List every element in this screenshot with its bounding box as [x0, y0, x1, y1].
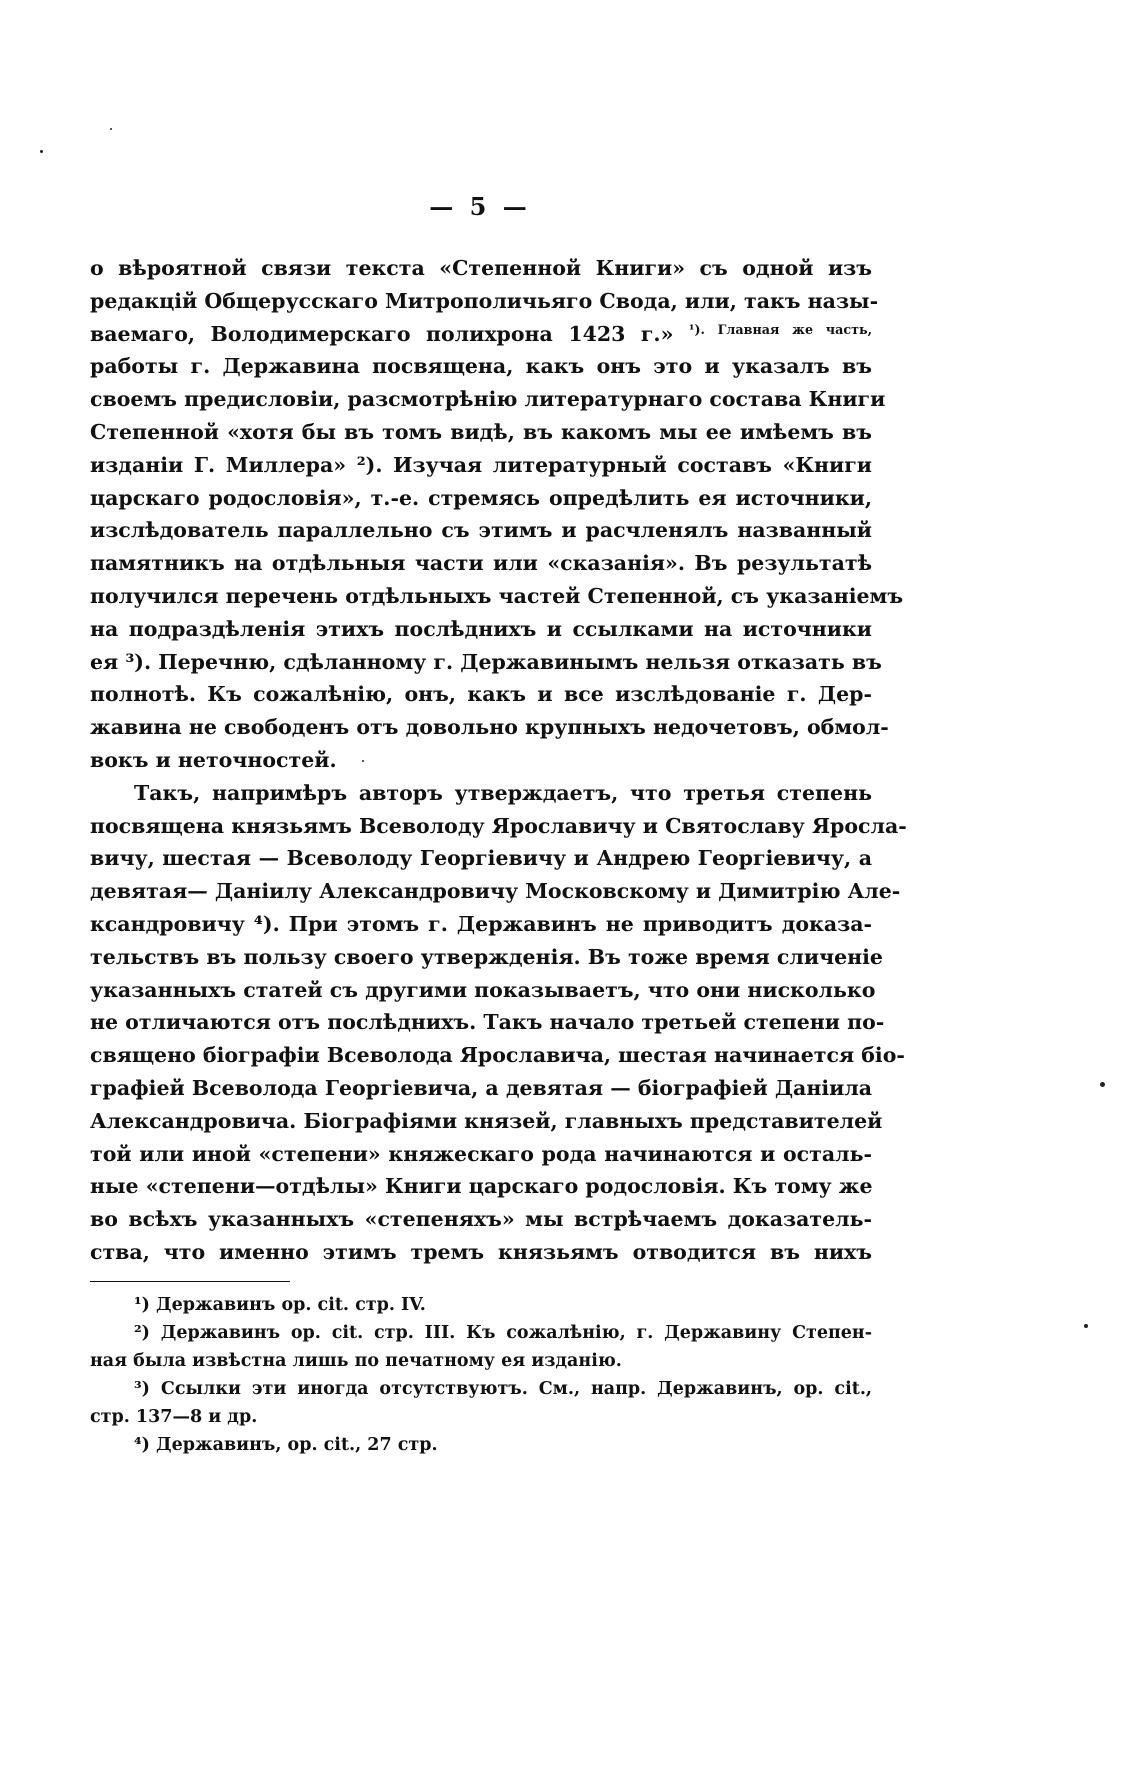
scan-speck [110, 128, 112, 130]
text-line: посвящена князьямъ Всеволоду Ярославичу и Святославу Яросла- [90, 813, 907, 838]
footnote-4 [90, 1431, 872, 1459]
text-line: той или иной «степени» княжескаго рода начинаются и осталь- [90, 1141, 872, 1166]
text-line [90, 449, 872, 482]
text-line: во всѣхъ указанныхъ «степеняхъ» мы встрѣчаемъ доказатель- [90, 1207, 872, 1232]
text-line: священо біографіи Всеволода Ярославича, шестая начинается біо- [90, 1043, 905, 1068]
text-line: ные «степени—отдѣлы» Книги царскаго родословія. Къ тому же [90, 1174, 873, 1199]
scan-speck [1084, 1324, 1088, 1328]
text-line: графіей Всеволода Георгіевича, а девятая — біографіей Даніила [90, 1075, 873, 1100]
text-segment: ея [90, 649, 119, 674]
footnote-line [90, 1319, 872, 1347]
footnote-line: стр. 137—8 и др. [90, 1407, 258, 1427]
text-segment: ксандровичу [90, 911, 245, 936]
footnote-text: Ссылки эти иногда отсутствуютъ. См., напр. Державинъ, ор. cit., [160, 1379, 873, 1399]
scan-speck [362, 760, 364, 762]
text-line [90, 318, 872, 351]
text-segment: изданіи Г. Миллера» [90, 452, 347, 477]
text-segment: ³). Перечню, сдѣланному г. Державинымъ нельзя отказать въ [125, 649, 882, 674]
footnote-1 [90, 1291, 872, 1319]
text-line: изслѣдователь параллельно съ этимъ и расчленялъ названный [90, 518, 872, 543]
footnote-marker: ²) [134, 1323, 150, 1343]
text-line: получился перечень отдѣльныхъ частей Степенной, съ указаніемъ [90, 583, 904, 608]
footnote-line [90, 1431, 872, 1459]
text-line: указанныхъ статей съ другими показываетъ, что они нисколько [90, 977, 876, 1002]
text-line: царскаго родословія», т.-е. стремясь опредѣлить ея источники, [90, 485, 872, 510]
footnote-marker: ³) [134, 1379, 150, 1399]
text-line: ства, что именно этимъ тремъ князьямъ отводится въ нихъ [90, 1239, 872, 1264]
footnote-divider [90, 1281, 290, 1282]
text-segment: ваемаго, Володимерскаго полихрона 1423 г.» [90, 321, 674, 346]
page-number: — 5 — [429, 192, 531, 221]
footnote-text: Державинъ, ор. cit., 27 стр. [156, 1435, 438, 1455]
footnote-marker: ¹) [134, 1295, 150, 1315]
footnote-line [90, 1291, 872, 1319]
footnote-line: ная была извѣстна лишь по печатному ея изданію. [90, 1351, 622, 1371]
text-line: о вѣроятной связи текста «Степенной Книги» съ одной изъ [90, 256, 872, 280]
footnote-text: Державинъ ор. cit. стр. III. Къ сожалѣнію, г. Державину Степен- [160, 1323, 872, 1343]
footnote-marker: ⁴) [134, 1435, 150, 1455]
text-line: на подраздѣленія этихъ послѣднихъ и ссылками на источники [90, 616, 872, 641]
text-line: Александровича. Біографіями князей, главныхъ представителей [90, 1108, 883, 1133]
scan-speck [1100, 1082, 1105, 1087]
text-line: Степенной «хотя бы въ томъ видѣ, въ какомъ мы ее имѣемъ въ [90, 419, 872, 444]
text-line: своемъ предисловіи, разсмотрѣнію литературнаго состава Книги [90, 387, 886, 412]
text-line: работы г. Державина посвящена, какъ онъ это и указалъ въ [90, 354, 872, 379]
text-segment: ²). Изучая литературный составъ «Книги [356, 452, 873, 477]
footnote-3 [90, 1375, 872, 1431]
text-line: вичу, шестая — Всеволоду Георгіевичу и Андрею Георгіевичу, а [90, 846, 872, 871]
footnote-2 [90, 1319, 872, 1375]
text-segment: ⁴). При этомъ г. Державинъ не приводитъ доказа- [253, 911, 872, 936]
footnote-text: Державинъ ор. cit. стр. IV. [156, 1295, 426, 1315]
paragraph-2 [90, 777, 907, 1269]
footnote-line [90, 1375, 872, 1403]
text-line: девятая— Даніилу Александровичу Московскому и Димитрію Але- [90, 879, 901, 904]
text-line: Такъ, напримѣръ авторъ утверждаетъ, что третья степень [134, 780, 872, 805]
text-line [90, 646, 882, 679]
text-line: редакцій Общерусскаго Митрополичьяго Свода, или, такъ назы- [90, 288, 879, 313]
paragraph-1 [90, 252, 904, 777]
text-line: памятникъ на отдѣльныя части или «сказанія». Въ результатѣ [90, 551, 872, 576]
main-text [90, 252, 907, 1269]
text-line: не отличаются отъ послѣднихъ. Такъ начало третьей степени по- [90, 1010, 885, 1035]
footnotes [90, 1291, 872, 1459]
text-line: жавина не свободенъ отъ довольно крупныхъ недочетовъ, обмол- [90, 715, 889, 740]
footnote-ref [689, 322, 872, 337]
text-line: вокъ и неточностей. [90, 747, 337, 772]
text-line: полнотѣ. Къ сожалѣнію, онъ, какъ и все изслѣдованіе г. Дер- [90, 682, 872, 707]
scan-speck [40, 150, 43, 153]
footnote-ref-text: ¹). Главная же часть, [688, 321, 872, 337]
text-line [90, 908, 872, 941]
text-line: тельствъ въ пользу своего утвержденія. Въ тоже время сличеніе [90, 944, 883, 969]
